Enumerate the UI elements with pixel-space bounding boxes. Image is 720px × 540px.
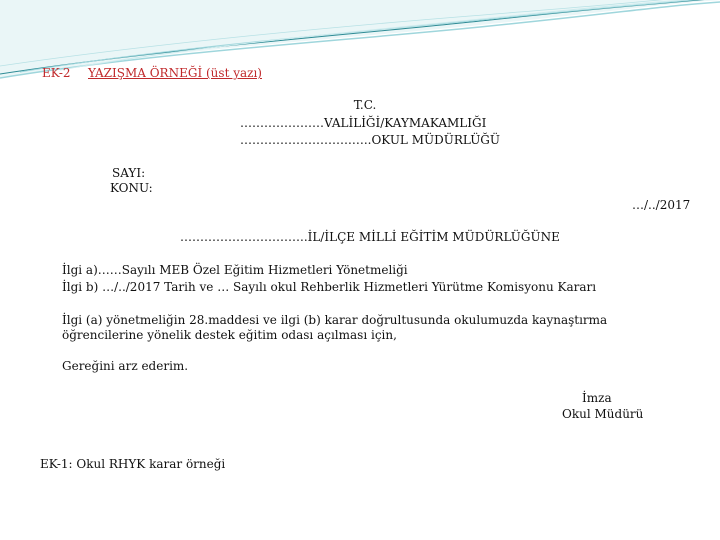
body-line-2: öğrencilerine yönelik destek eğitim odası açılması için, — [62, 328, 397, 342]
sayi-label: SAYI: — [112, 166, 146, 180]
attachment-note: EK-1: Okul RHYK karar örneği — [40, 457, 226, 471]
signature-imza: İmza — [582, 391, 612, 405]
document-title: YAZIŞMA ÖRNEĞİ (üst yazı) — [88, 66, 262, 80]
reference-b: İlgi b) …/../2017 Tarih ve … Sayılı okul Rehberlik Hizmetleri Yürütme Komisyonu Kararı — [62, 280, 597, 294]
closing-text: Gereğini arz ederim. — [62, 359, 189, 373]
body-line-1: İlgi (a) yönetmeliğin 28.maddesi ve ilgi (b) karar doğrultusunda okulumuzda kaynaştırma — [62, 313, 608, 327]
date: …/../2017 — [632, 198, 691, 212]
letterhead-tc: T.C. — [353, 98, 377, 112]
konu-label: KONU: — [110, 181, 153, 195]
letterhead-okul: ……………………….…..OKUL MÜDÜRLÜĞÜ — [240, 133, 501, 147]
letterhead-valilik: …………………VALİLİĞİ/KAYMAKAMLIĞI — [240, 116, 487, 130]
signature-title: Okul Müdürü — [562, 407, 644, 421]
recipient: …………………………..İL/İLÇE MİLLİ EĞİTİM MÜDÜRLÜĞÜNE — [180, 230, 560, 244]
ek-label: EK-2 — [42, 66, 71, 80]
reference-a: İlgi a)……Sayılı MEB Özel Eğitim Hizmetleri Yönetmeliği — [62, 263, 408, 277]
